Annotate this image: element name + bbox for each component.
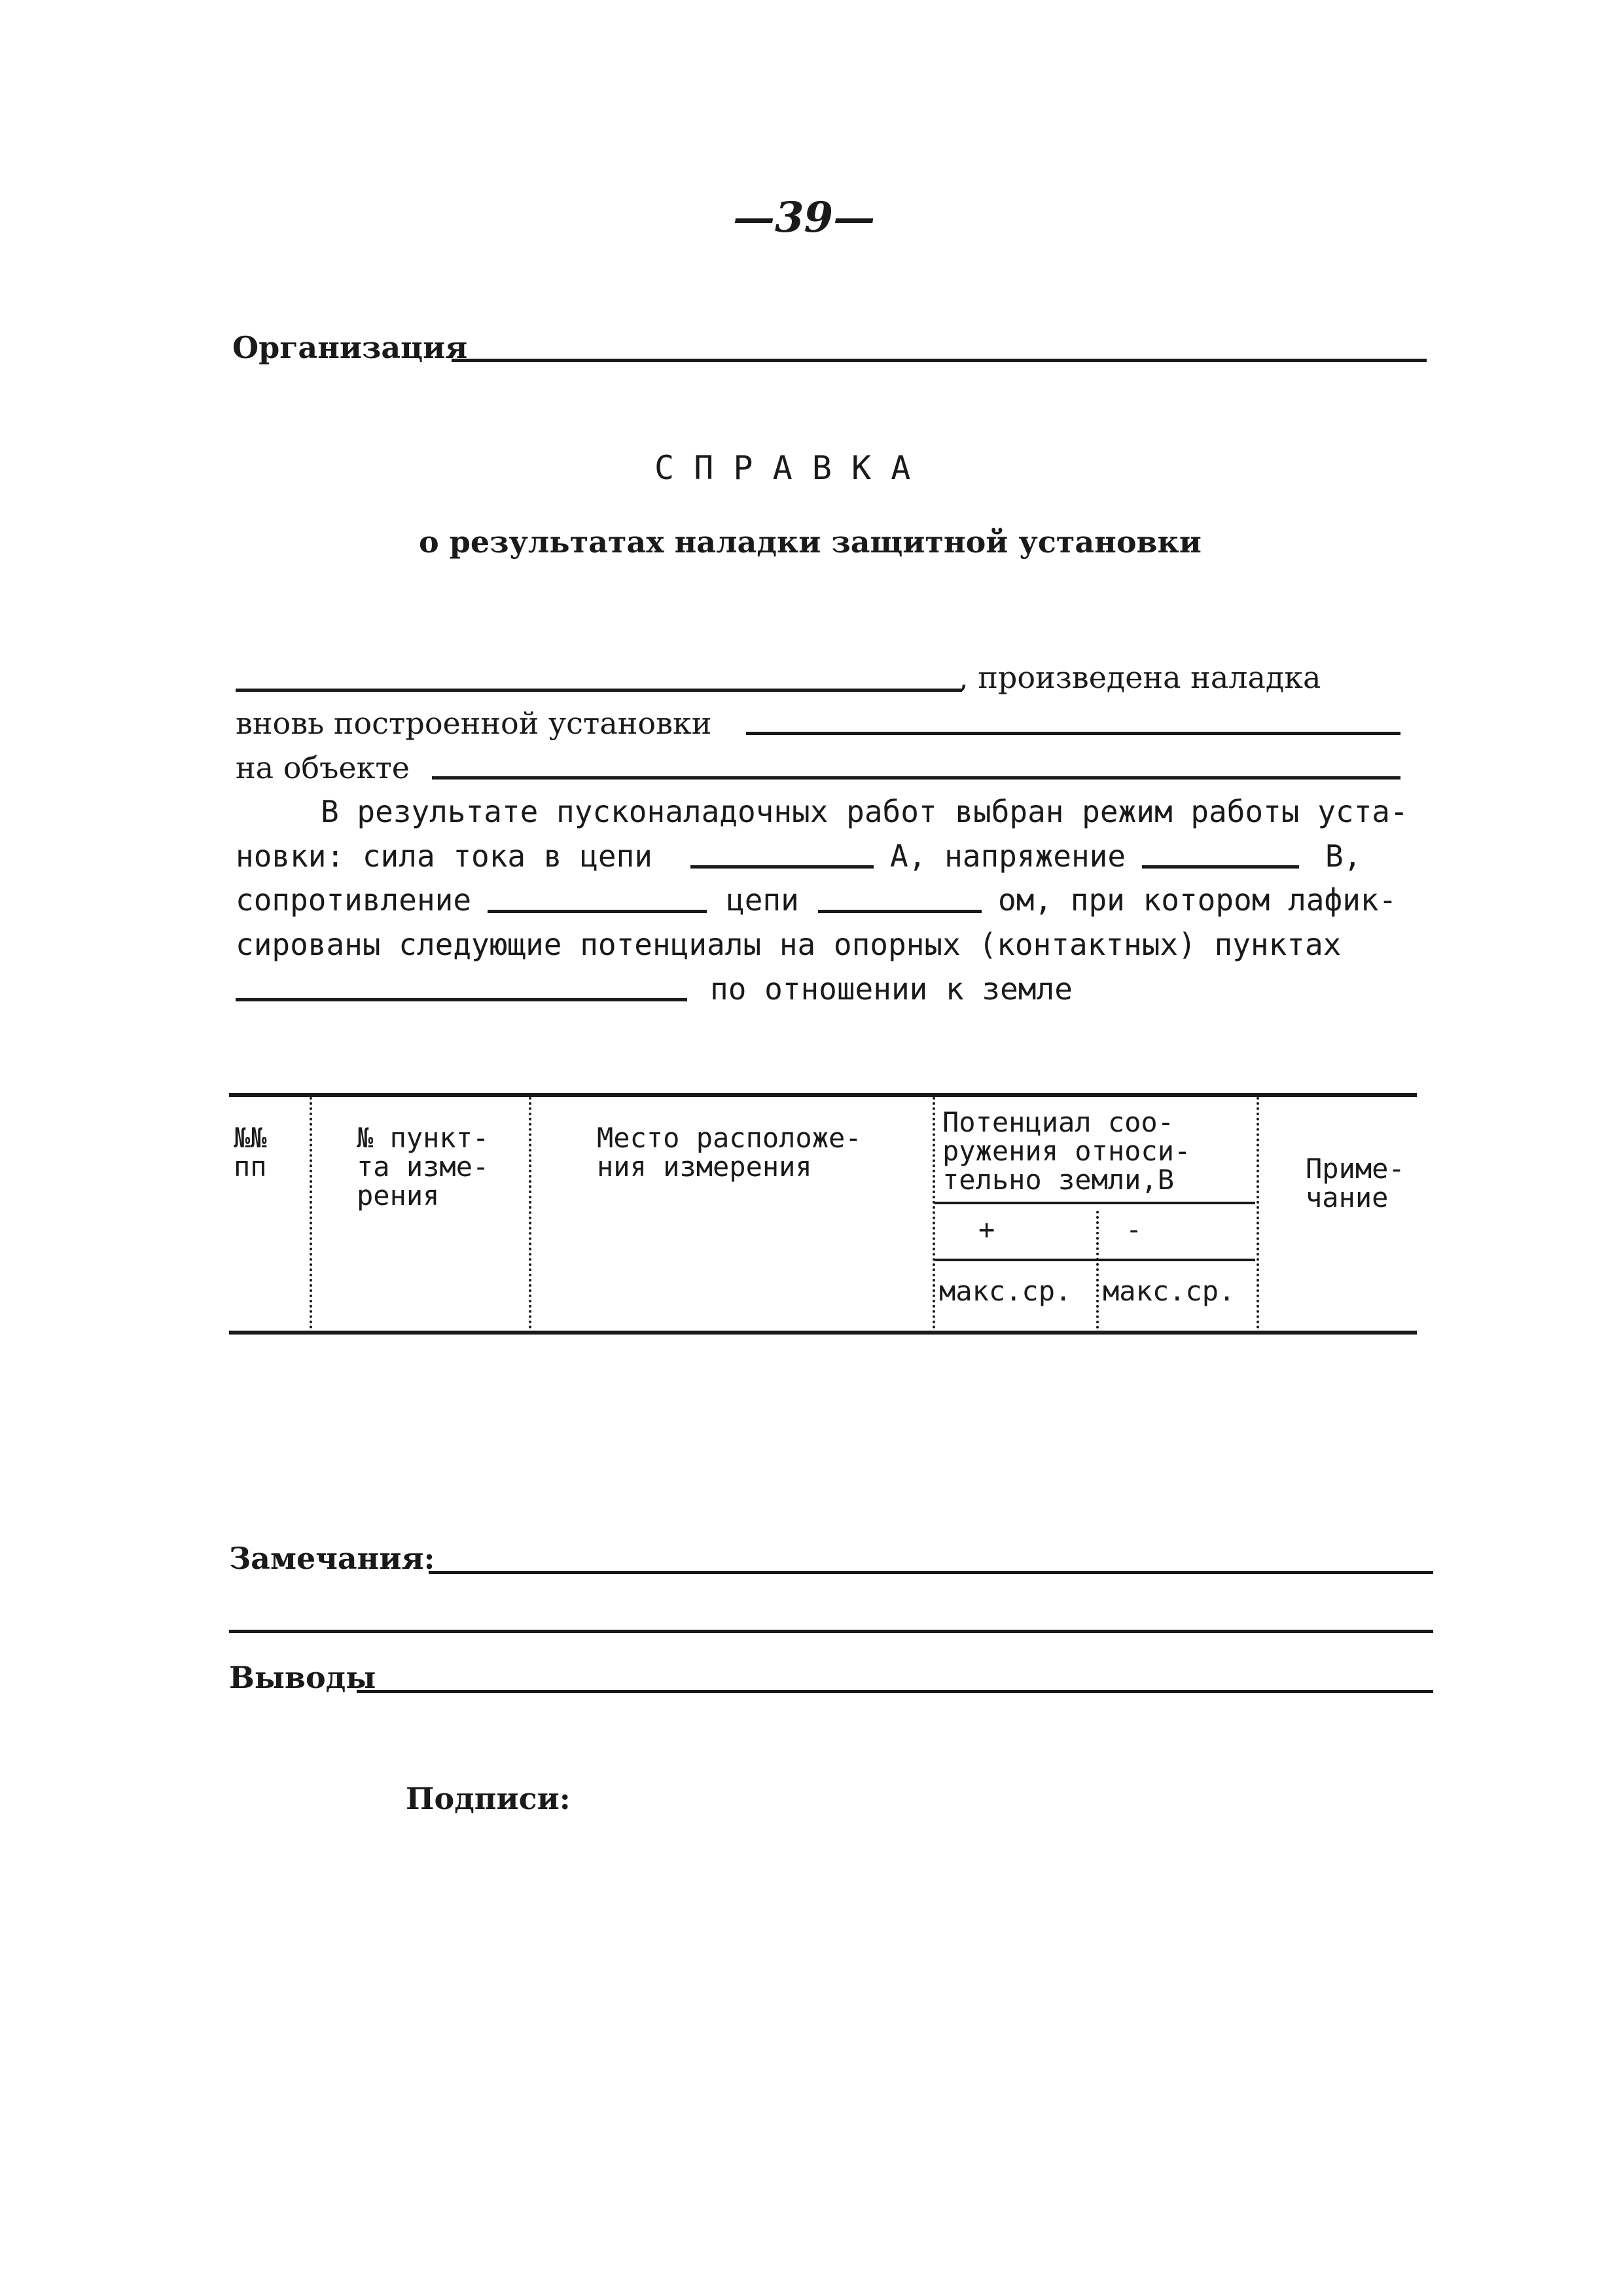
col-potential-header-1: Потенциал соо- xyxy=(942,1106,1175,1138)
voltage-field[interactable] xyxy=(1142,865,1299,869)
para-line-2: вновь построенной установки xyxy=(236,706,712,741)
col-note-header-1: Приме- xyxy=(1306,1153,1405,1185)
table-bottom-border xyxy=(229,1331,1417,1335)
remarks-field-2[interactable] xyxy=(229,1630,1433,1633)
minus-sign: - xyxy=(1126,1213,1143,1246)
col-point-header-3: рения xyxy=(357,1179,440,1211)
para-line-5a: новки: сила тока в цепи xyxy=(236,838,652,874)
col-potential-header-3: тельно земли,В xyxy=(942,1164,1175,1196)
document-subtitle: о результатах наладки защитной установки xyxy=(419,524,1202,560)
para-line-4: В результате пусконаладочных работ выбран режим работы уста- xyxy=(321,794,1408,829)
sign-sub-divider xyxy=(935,1259,1255,1261)
col-number-header-1: №№ xyxy=(234,1122,267,1154)
para-line-1: , произведена наладка xyxy=(959,660,1321,695)
object-field[interactable] xyxy=(432,776,1400,780)
para-line-3: на объекте xyxy=(236,750,410,785)
current-field[interactable] xyxy=(690,865,874,869)
table-col-divider-1 xyxy=(310,1097,312,1329)
table-col-divider-4 xyxy=(1096,1211,1099,1329)
executor-field[interactable] xyxy=(236,689,962,692)
conclusions-field[interactable] xyxy=(357,1690,1433,1693)
organization-field[interactable] xyxy=(452,359,1427,362)
col-location-header-2: ния измерения xyxy=(597,1151,812,1183)
col-potential-header-2: ружения относи- xyxy=(942,1135,1191,1167)
maks-sr-plus: макс.ср. xyxy=(939,1275,1072,1307)
remarks-label: Замечания: xyxy=(229,1541,435,1576)
para-line-6b: цепи xyxy=(726,882,799,918)
para-line-6c: ом, при котором лафик- xyxy=(998,882,1397,918)
col-number-header-2: пп xyxy=(234,1151,267,1183)
signatures-label: Подписи: xyxy=(406,1781,571,1816)
circuit-field[interactable] xyxy=(818,910,982,913)
points-field[interactable] xyxy=(236,998,687,1001)
para-line-5c: В, xyxy=(1325,838,1362,874)
plus-sign: + xyxy=(978,1213,995,1246)
potential-sub-divider xyxy=(935,1202,1255,1204)
col-location-header-1: Место расположе- xyxy=(597,1122,862,1154)
conclusions-label: Выводы xyxy=(229,1660,376,1695)
col-note-header-2: чание xyxy=(1306,1181,1389,1213)
para-line-5b: А, напряжение xyxy=(890,838,1126,874)
page-number: —39— xyxy=(733,193,876,242)
document-title: С П Р А В К А xyxy=(654,449,911,487)
organization-label: Организация xyxy=(232,330,468,365)
maks-sr-minus: макс.ср. xyxy=(1103,1275,1236,1307)
col-point-header-2: та изме- xyxy=(357,1151,490,1183)
installation-field[interactable] xyxy=(746,732,1400,735)
table-top-border xyxy=(229,1093,1417,1097)
para-line-8: по отношении к земле xyxy=(710,971,1073,1007)
table-col-divider-5 xyxy=(1257,1097,1259,1329)
resistance-field[interactable] xyxy=(488,910,707,913)
table-col-divider-2 xyxy=(529,1097,531,1329)
remarks-field[interactable] xyxy=(429,1571,1433,1574)
para-line-7: сированы следующие потенциалы на опорных (контактных) пунктах xyxy=(236,927,1342,962)
para-line-6a: сопротивление xyxy=(236,882,472,918)
table-col-divider-3 xyxy=(933,1097,935,1329)
col-point-header-1: № пункт- xyxy=(357,1122,490,1154)
